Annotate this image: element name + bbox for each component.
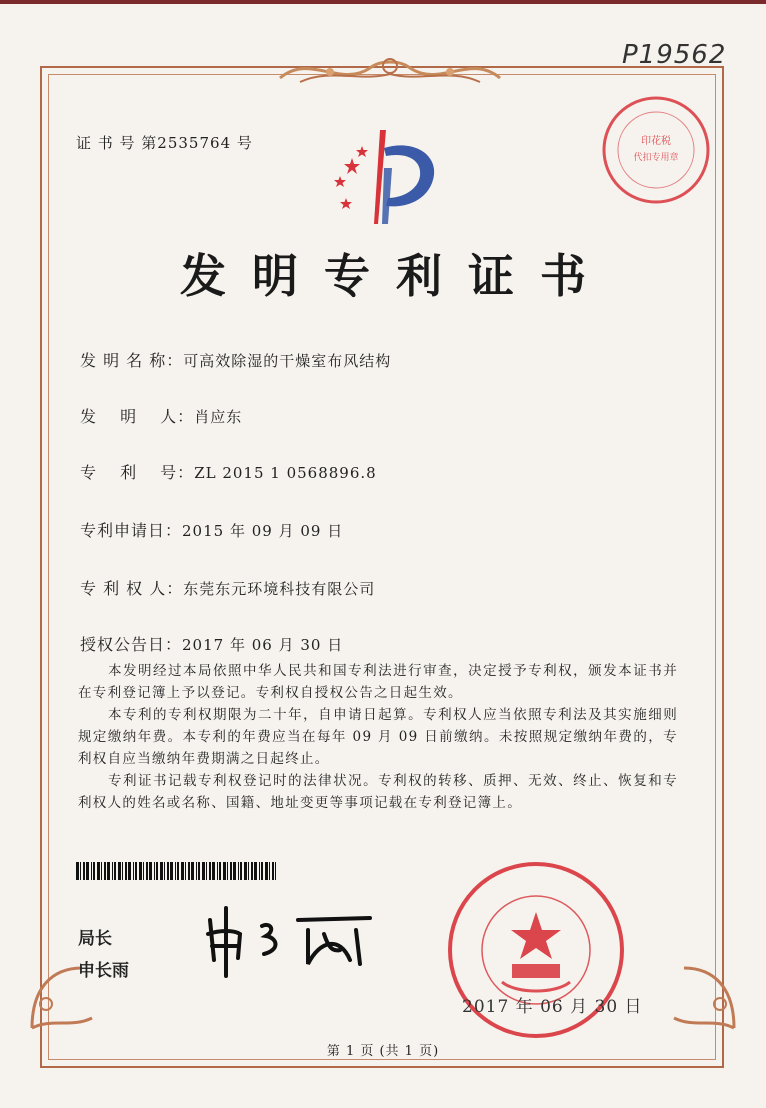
invention-name-value: 可高效除湿的干燥室布风结构 xyxy=(183,352,392,370)
application-date-label: 专利申请日： xyxy=(80,521,183,540)
top-edge-line xyxy=(0,0,766,4)
invention-name-field xyxy=(80,348,391,371)
patent-number-value: ZL 2015 1 0568896.8 xyxy=(194,464,377,482)
inventor-label: 发 明 人： xyxy=(80,407,195,426)
invention-name-label: 发 明 名 称： xyxy=(80,351,184,370)
page-number: 第 1 页 (共 1 页) xyxy=(326,1044,440,1059)
top-ornament-icon xyxy=(270,48,510,92)
grant-date-label: 授权公告日： xyxy=(80,635,183,654)
inventor-value: 肖应东 xyxy=(194,408,243,426)
certificate-number: 证 书 号 第2535764 号 xyxy=(76,134,253,152)
patentee-field xyxy=(80,576,375,599)
handwritten-mark: P19562 xyxy=(622,40,727,70)
cnipa-logo-icon xyxy=(322,128,448,228)
certificate-body xyxy=(78,660,678,814)
application-date-field xyxy=(80,518,343,541)
issue-date: 2017 年 06 月 30 日 xyxy=(462,997,643,1017)
body-paragraph-2: 本专利的专利权期限为二十年，自申请日起算。专利权人应当依照专利法及其实施细则规定缴纳年费。本专利的年费应当在每年 09 月 09 日前缴纳。未按照规定缴纳年费的，专利权自应当缴纳年费期满之日起终止。 xyxy=(78,707,678,767)
body-paragraph-3: 专利证书记载专利权登记时的法律状况。专利权的转移、质押、无效、终止、恢复和专利权人的姓名或名称、国籍、地址变更等事项记载在专利登记簿上。 xyxy=(78,773,678,811)
application-date-value: 2015 年 09 月 09 日 xyxy=(182,522,344,540)
page-title: 发明专利证书 xyxy=(180,249,612,303)
director-signature-icon xyxy=(200,900,380,980)
patent-number-field xyxy=(80,460,377,483)
barcode-icon xyxy=(76,862,276,880)
grant-date-field xyxy=(80,632,343,655)
patent-number-label: 专 利 号： xyxy=(80,463,195,482)
body-paragraph-1: 本发明经过本局依照中华人民共和国专利法进行审查，决定授予专利权，颁发本证书并在专利登记簿上予以登记。专利权自授权公告之日起生效。 xyxy=(78,663,678,701)
corner-ornament-icon xyxy=(654,948,744,1038)
director-title: 局长 xyxy=(78,929,112,949)
tax-stamp-icon xyxy=(600,94,712,206)
director-name: 申长雨 xyxy=(78,961,129,981)
svg-text:印花税: 印花税 xyxy=(641,136,671,147)
patentee-value: 东莞东元环境科技有限公司 xyxy=(183,580,376,598)
inventor-field xyxy=(80,404,242,427)
patentee-label: 专 利 权 人： xyxy=(80,579,184,598)
grant-date-value: 2017 年 06 月 30 日 xyxy=(182,636,344,654)
svg-text:代扣专用章: 代扣专用章 xyxy=(633,153,679,163)
